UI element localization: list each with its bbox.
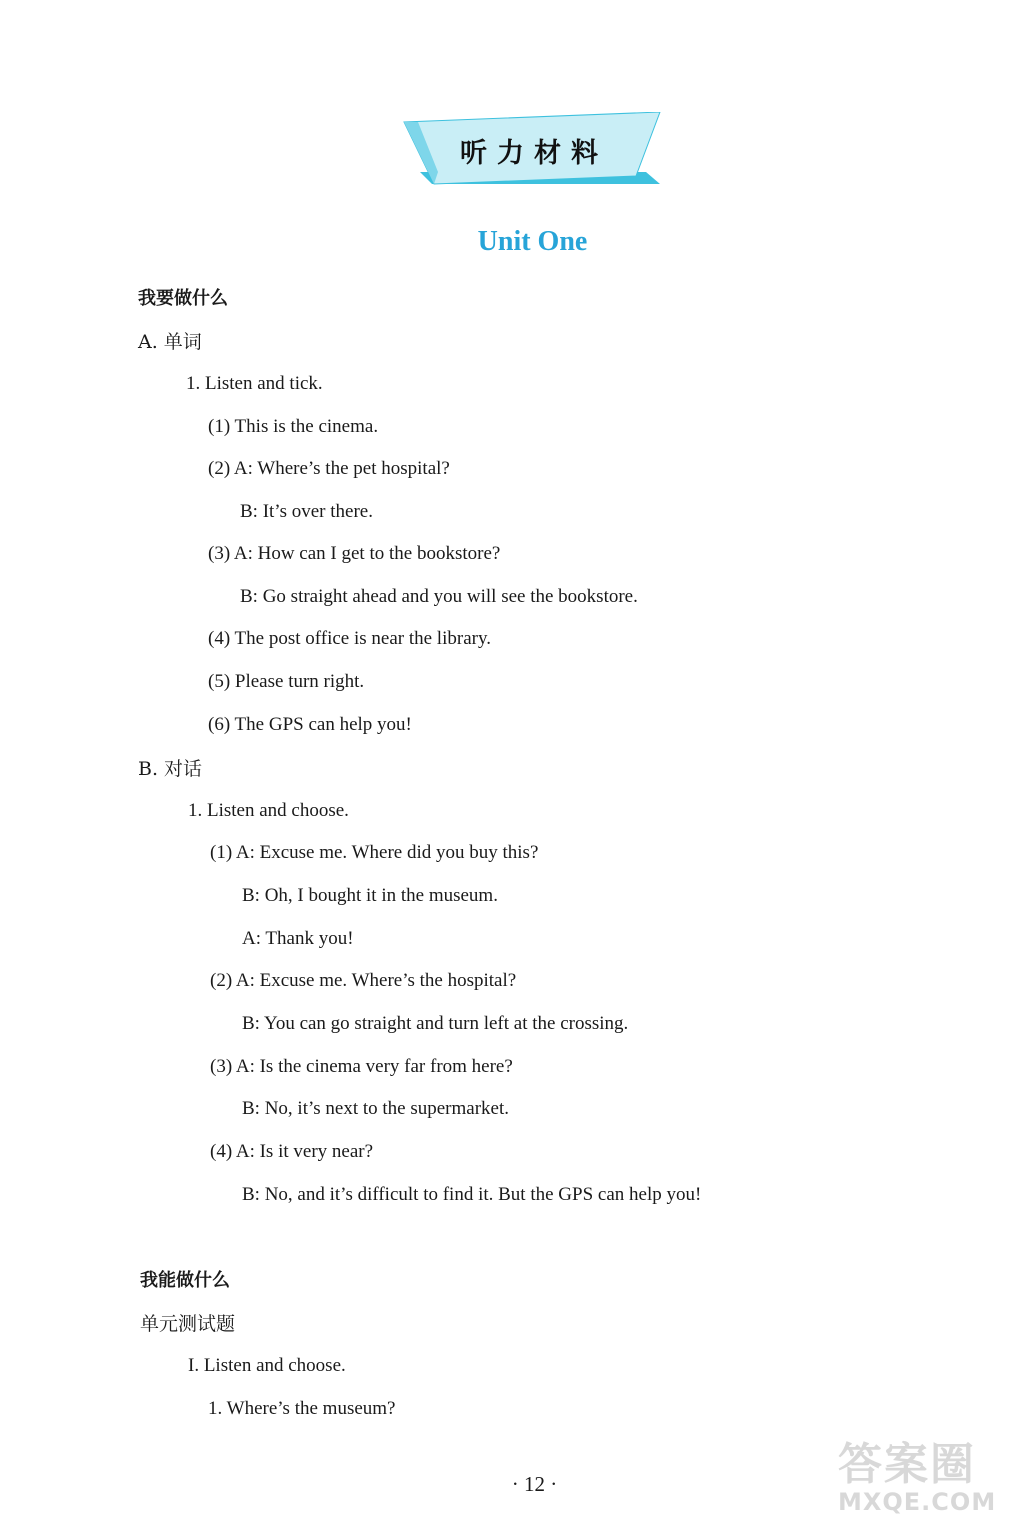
list-item: (4) The post office is near the library. xyxy=(208,628,491,649)
test-task-title: I. Listen and choose. xyxy=(188,1355,346,1376)
list-item: A: Thank you! xyxy=(242,928,354,949)
section-a-task-title: 1. Listen and tick. xyxy=(186,373,323,394)
list-item: (5) Please turn right. xyxy=(208,671,365,692)
list-item: (1) This is the cinema. xyxy=(208,416,379,437)
list-item: (3) A: How can I get to the bookstore? xyxy=(208,543,501,564)
list-item: (4) A: Is it very near? xyxy=(210,1141,374,1162)
list-item: (1) A: Excuse me. Where did you buy this? xyxy=(210,842,539,863)
list-item: 1. Where’s the museum? xyxy=(208,1398,396,1419)
watermark xyxy=(838,1428,1008,1528)
section-b-task-title: 1. Listen and choose. xyxy=(188,800,349,821)
list-item: (6) The GPS can help you! xyxy=(208,714,412,735)
list-item: B: No, and it’s difficult to find it. But the GPS can help you! xyxy=(242,1184,702,1205)
watermark-url: MXQE.COM xyxy=(838,1488,997,1516)
part1-heading: 我要做什么 xyxy=(138,288,228,309)
list-item: (2) A: Where’s the pet hospital? xyxy=(208,458,450,479)
part2-heading: 我能做什么 xyxy=(140,1270,230,1291)
watermark-logo: 答案圈 xyxy=(838,1439,976,1490)
test-heading: 单元测试题 xyxy=(140,1313,236,1335)
page-number: · 12 · xyxy=(511,1472,558,1496)
unit-title: Unit One xyxy=(477,226,588,257)
list-item: (3) A: Is the cinema very far from here? xyxy=(210,1056,513,1077)
list-item: B: Oh, I bought it in the museum. xyxy=(242,885,498,906)
list-item: (2) A: Excuse me. Where’s the hospital? xyxy=(210,970,517,991)
list-item: B: Go straight ahead and you will see the bookstore. xyxy=(240,586,638,607)
banner-title: 听力材料 xyxy=(460,137,608,169)
title-banner xyxy=(398,112,662,188)
list-item: B: It’s over there. xyxy=(240,501,373,522)
section-b-heading: B. 对话 xyxy=(138,758,203,780)
list-item: B: You can go straight and turn left at the crossing. xyxy=(242,1013,629,1034)
list-item: B: No, it’s next to the supermarket. xyxy=(242,1098,510,1119)
section-a-heading: A. 单词 xyxy=(138,331,202,353)
